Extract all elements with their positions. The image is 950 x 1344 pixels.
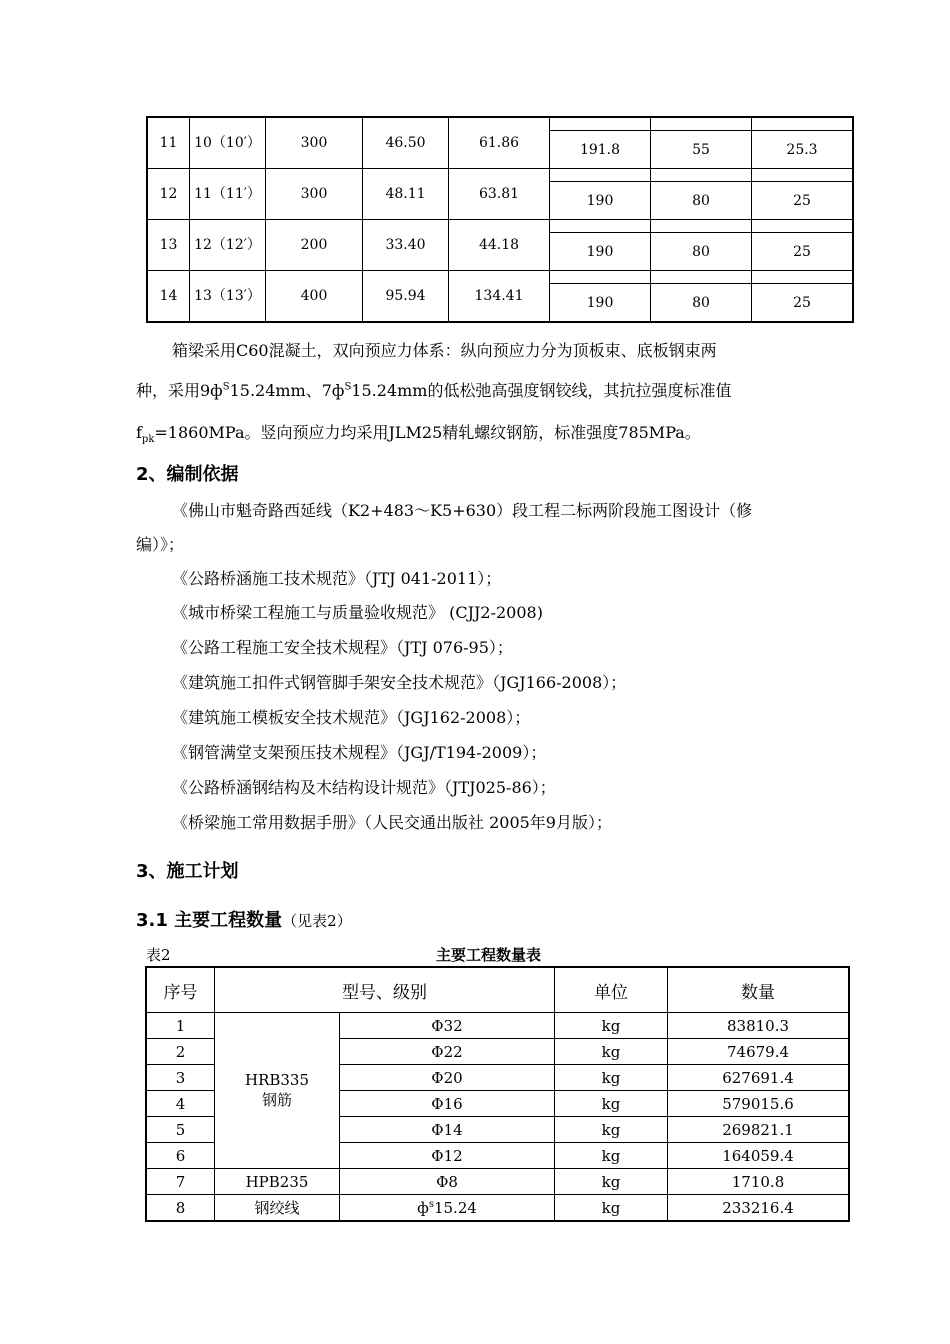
- table-cell: 3: [146, 1065, 215, 1091]
- table-cell: 25: [752, 233, 854, 271]
- reference-item: 《公路工程施工安全技术规程》（JTJ 076-95）；: [172, 638, 513, 657]
- table-row: [146, 1013, 849, 1039]
- table-row: [146, 1169, 849, 1195]
- reference-item: 《公路桥涵施工技术规范》（JTJ 041-2011）；: [172, 569, 502, 588]
- table-cell: 80: [651, 284, 752, 323]
- table-cell: Φ16: [340, 1091, 555, 1117]
- group-name: HRB335: [244, 1071, 310, 1089]
- table-cell: 7: [146, 1169, 215, 1195]
- table-cell: 190: [550, 182, 651, 220]
- text-span: 种，采用9ф: [136, 381, 223, 400]
- table-cell: 5: [146, 1117, 215, 1143]
- cable-table: [146, 116, 854, 323]
- table-cell: 钢绞线: [215, 1195, 340, 1222]
- table-cell: 190: [550, 233, 651, 271]
- table-cell: 61.86: [449, 117, 550, 169]
- table-cell: 46.50: [363, 117, 449, 169]
- table-cell: 1710.8: [668, 1169, 850, 1195]
- table-cell: [752, 169, 854, 182]
- subsection-heading: [136, 906, 352, 932]
- paragraph-line: [136, 378, 836, 401]
- superscript: S: [344, 381, 352, 393]
- table-cell: kg: [555, 1195, 668, 1222]
- table-cell: [550, 271, 651, 284]
- column-header: 数量: [668, 967, 850, 1013]
- table-cell: kg: [555, 1039, 668, 1065]
- table-cell: Φ22: [340, 1039, 555, 1065]
- table-cell: 74679.4: [668, 1039, 850, 1065]
- table-cell: 33.40: [363, 220, 449, 271]
- text-span: =1860MPa。竖向预应力均采用JLM25精轧螺纹钢筋，标准强度785MPa。: [154, 423, 701, 442]
- reference-item: 编）》；: [136, 535, 185, 554]
- table-cell: 25: [752, 284, 854, 323]
- table-cell: 13: [147, 220, 190, 271]
- superscript: S: [222, 381, 230, 393]
- table-cell: 55: [651, 131, 752, 169]
- table-cell: [550, 169, 651, 182]
- table-cell: 269821.1: [668, 1117, 850, 1143]
- table-cell: 11（11′）: [190, 169, 266, 220]
- table-cell: 191.8: [550, 131, 651, 169]
- table-cell: 14: [147, 271, 190, 323]
- table-cell: 12（12′）: [190, 220, 266, 271]
- table-cell: 95.94: [363, 271, 449, 323]
- table-cell: 63.81: [449, 169, 550, 220]
- group-name: 钢筋: [261, 1091, 292, 1109]
- table-cell: 80: [651, 182, 752, 220]
- table-cell: Φ20: [340, 1065, 555, 1091]
- table-cell: 200: [266, 220, 363, 271]
- paragraph-line: [136, 420, 836, 445]
- reference-item: 《钢管满堂支架预压技术规程》（JGJ/T194-2009）；: [172, 743, 547, 762]
- subscript: pk: [141, 434, 155, 446]
- table-cell: 6: [146, 1143, 215, 1169]
- table-cell: kg: [555, 1169, 668, 1195]
- table-cell: [550, 220, 651, 233]
- text-span: ф: [417, 1198, 429, 1217]
- table-cell: 25.3: [752, 131, 854, 169]
- table-cell: kg: [555, 1091, 668, 1117]
- table-cell: Φ12: [340, 1143, 555, 1169]
- table-cell: 44.18: [449, 220, 550, 271]
- table-cell: 164059.4: [668, 1143, 850, 1169]
- paragraph-line: 箱梁采用C60混凝土，双向预应力体系：纵向预应力分为顶板束、底板钢束两: [172, 341, 717, 360]
- table-cell: kg: [555, 1065, 668, 1091]
- table-cell: 11: [147, 117, 190, 169]
- reference-item: 《公路桥涵钢结构及木结构设计规范》（JTJ025-86）；: [172, 778, 556, 797]
- reference-item: 《建筑施工模板安全技术规范》（JGJ162-2008）；: [172, 708, 531, 727]
- table-cell: 579015.6: [668, 1091, 850, 1117]
- table-cell: 4: [146, 1091, 215, 1117]
- table-label: 表2: [146, 946, 171, 964]
- table-cell: 300: [266, 169, 363, 220]
- table-cell: Φ14: [340, 1117, 555, 1143]
- table-cell: 134.41: [449, 271, 550, 323]
- table-cell: [340, 1195, 555, 1222]
- superscript: s: [428, 1198, 434, 1210]
- subsection-title: 3.1 主要工程数量: [136, 910, 283, 931]
- table-cell: 25: [752, 182, 854, 220]
- table-cell: 300: [266, 117, 363, 169]
- table-cell: [550, 117, 651, 131]
- text-span: 15.24mm、7ф: [229, 381, 345, 400]
- table-cell: 400: [266, 271, 363, 323]
- table-cell: kg: [555, 1013, 668, 1039]
- table-cell: [752, 271, 854, 284]
- table-cell: 190: [550, 284, 651, 323]
- table-cell: [651, 220, 752, 233]
- reference-item: 《佛山市魁奇路西延线（K2+483～K5+630）段工程二标两阶段施工图设计（修: [172, 501, 753, 520]
- table-cell: 13（13′）: [190, 271, 266, 323]
- section-heading: 3、施工计划: [136, 861, 239, 882]
- table-cell: 233216.4: [668, 1195, 850, 1222]
- subsection-note: （见表2）: [282, 912, 352, 930]
- table-cell: Φ32: [340, 1013, 555, 1039]
- reference-item: 《桥梁施工常用数据手册》（人民交通出版社 2005年9月版）；: [172, 813, 612, 832]
- table-cell: 80: [651, 233, 752, 271]
- table-cell: [651, 271, 752, 284]
- table-cell: [215, 1013, 340, 1169]
- quantity-table: [145, 966, 850, 1222]
- reference-item: 《建筑施工扣件式钢管脚手架安全技术规范》（JGJ166-2008）；: [172, 673, 627, 692]
- table-row: [146, 1195, 849, 1222]
- table-cell: 627691.4: [668, 1065, 850, 1091]
- table-cell: 12: [147, 169, 190, 220]
- section-heading: 2、编制依据: [136, 464, 239, 485]
- table-cell: 2: [146, 1039, 215, 1065]
- table-cell: 83810.3: [668, 1013, 850, 1039]
- table-cell: kg: [555, 1143, 668, 1169]
- table-cell: 1: [146, 1013, 215, 1039]
- table-cell: 10（10′）: [190, 117, 266, 169]
- table-cell: [752, 220, 854, 233]
- table-cell: [651, 169, 752, 182]
- table-cell: kg: [555, 1117, 668, 1143]
- table-caption: [146, 944, 846, 965]
- reference-item: 《城市桥梁工程施工与质量验收规范》 (CJJ2-2008): [172, 603, 543, 622]
- table-cell: HPB235: [215, 1169, 340, 1195]
- column-header: 序号: [146, 967, 215, 1013]
- table-cell: [651, 117, 752, 131]
- column-header: 型号、级别: [215, 967, 555, 1013]
- text-span: f: [136, 423, 142, 442]
- table-cell: Φ8: [340, 1169, 555, 1195]
- table-cell: 48.11: [363, 169, 449, 220]
- text-span: 15.24mm的低松弛高强度钢铰线，其抗拉强度标准值: [351, 381, 732, 400]
- table-cell: [752, 117, 854, 131]
- text-span: 15.24: [433, 1198, 477, 1217]
- column-header: 单位: [555, 967, 668, 1013]
- table-title: 主要工程数量表: [436, 946, 542, 964]
- table-cell: 8: [146, 1195, 215, 1222]
